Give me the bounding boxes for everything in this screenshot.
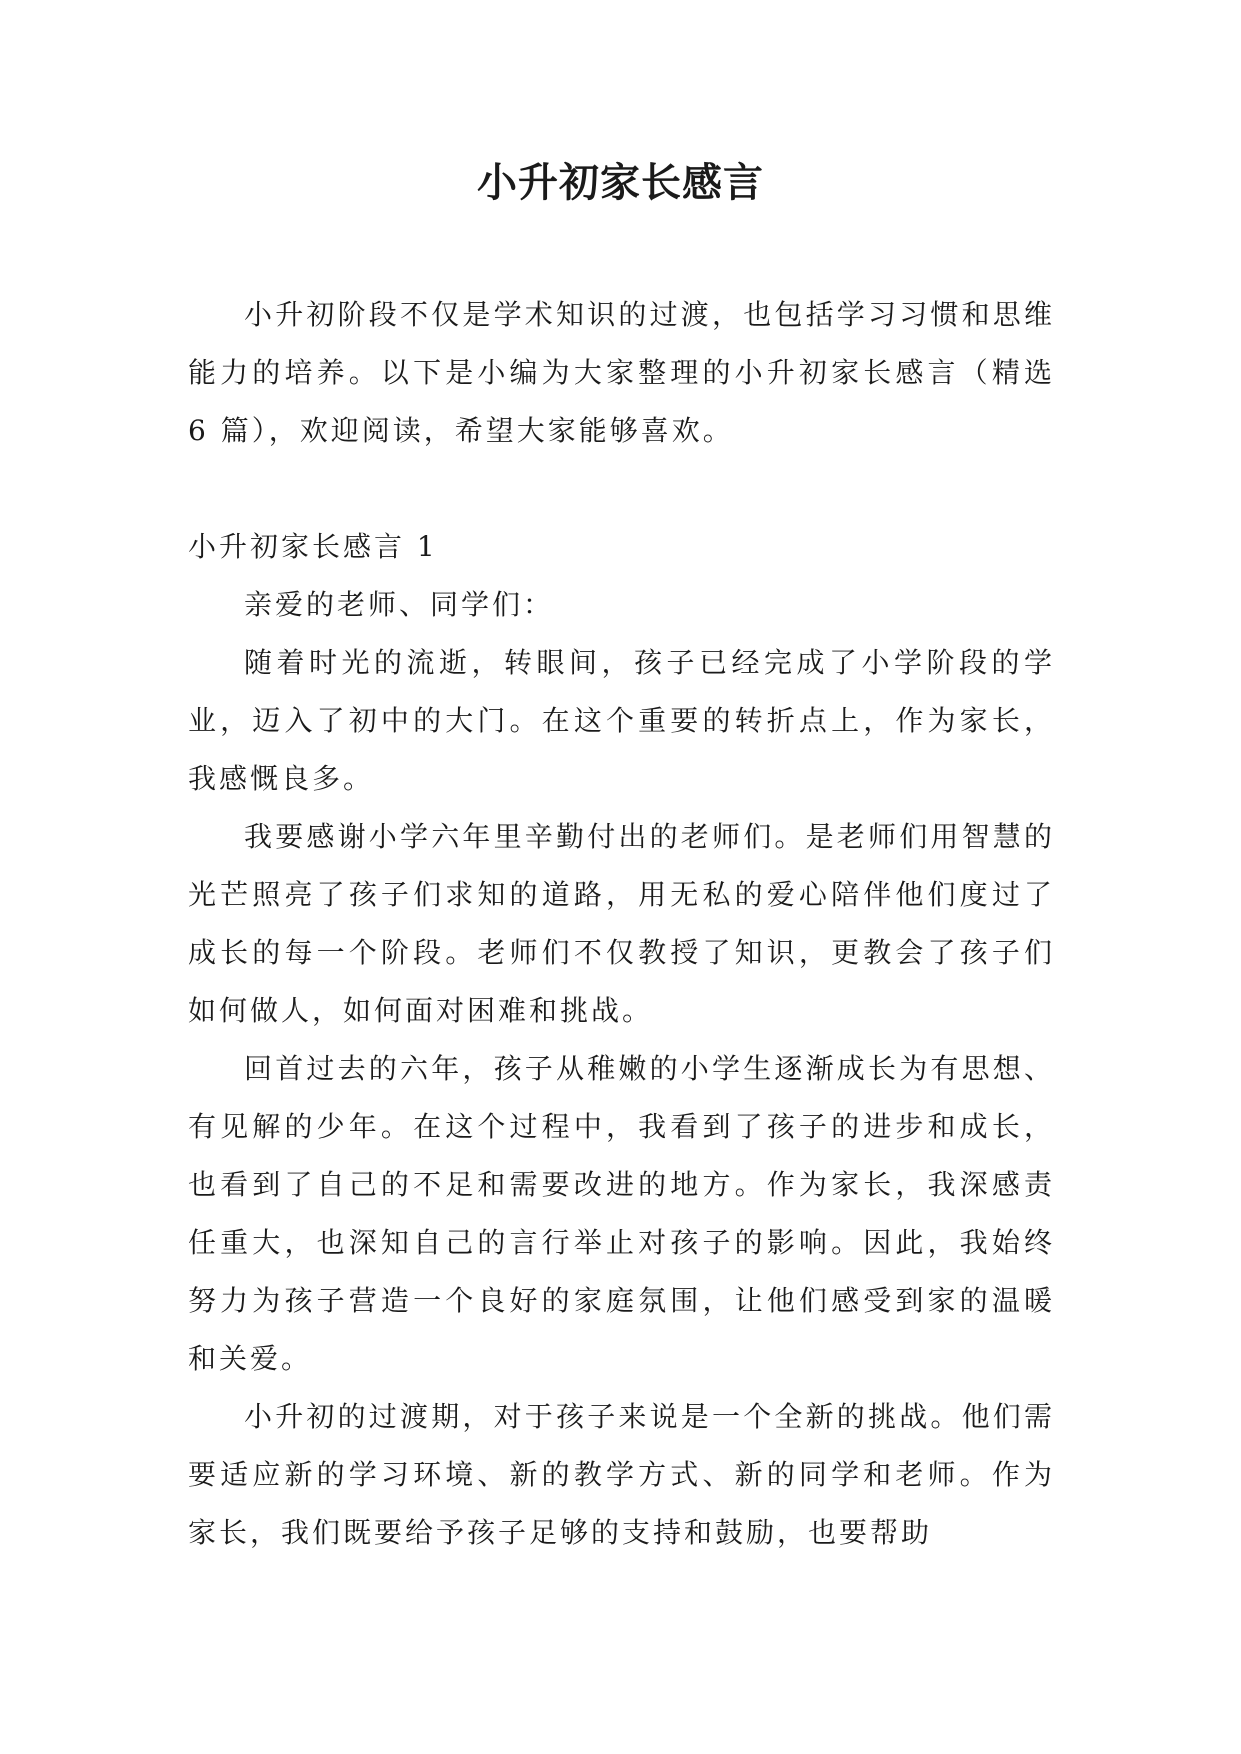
section-heading: 小升初家长感言 1 — [188, 530, 438, 563]
body-paragraph: 回首过去的六年，孩子从稚嫩的小学生逐渐成长为有思想、有见解的少年。在这个过程中，我看到了孩子的进步和成长，也看到了自己的不足和需要改进的地方。作为家长，我深感责任重大，也深知自己的言行举止对孩子的影响。因此，我始终努力为孩子营造一个良好的家庭氛围，让他们感受到家的温暖和关爱。 — [188, 1052, 1055, 1375]
body-paragraph: 我要感谢小学六年里辛勤付出的老师们。是老师们用智慧的光芒照亮了孩子们求知的道路，用无私的爱心陪伴他们度过了成长的每一个阶段。老师们不仅教授了知识，更教会了孩子们如何做人，如何面对困难和挑战。 — [188, 820, 1055, 1027]
document-body — [188, 286, 1055, 1562]
body-paragraph: 小升初的过渡期，对于孩子来说是一个全新的挑战。他们需要适应新的学习环境、新的教学方式、新的同学和老师。作为家长，我们既要给予孩子足够的支持和鼓励，也要帮助 — [188, 1400, 1055, 1549]
body-paragraph: 随着时光的流逝，转眼间，孩子已经完成了小学阶段的学业，迈入了初中的大门。在这个重要的转折点上，作为家长，我感慨良多。 — [188, 646, 1055, 795]
salutation-paragraph: 亲爱的老师、同学们： — [244, 588, 555, 621]
document-title: 小升初家长感言 — [477, 160, 764, 206]
intro-paragraph: 小升初阶段不仅是学术知识的过渡，也包括学习习惯和思维能力的培养。以下是小编为大家整理的小升初家长感言（精选 6 篇），欢迎阅读，希望大家能够喜欢。 — [188, 298, 1055, 447]
